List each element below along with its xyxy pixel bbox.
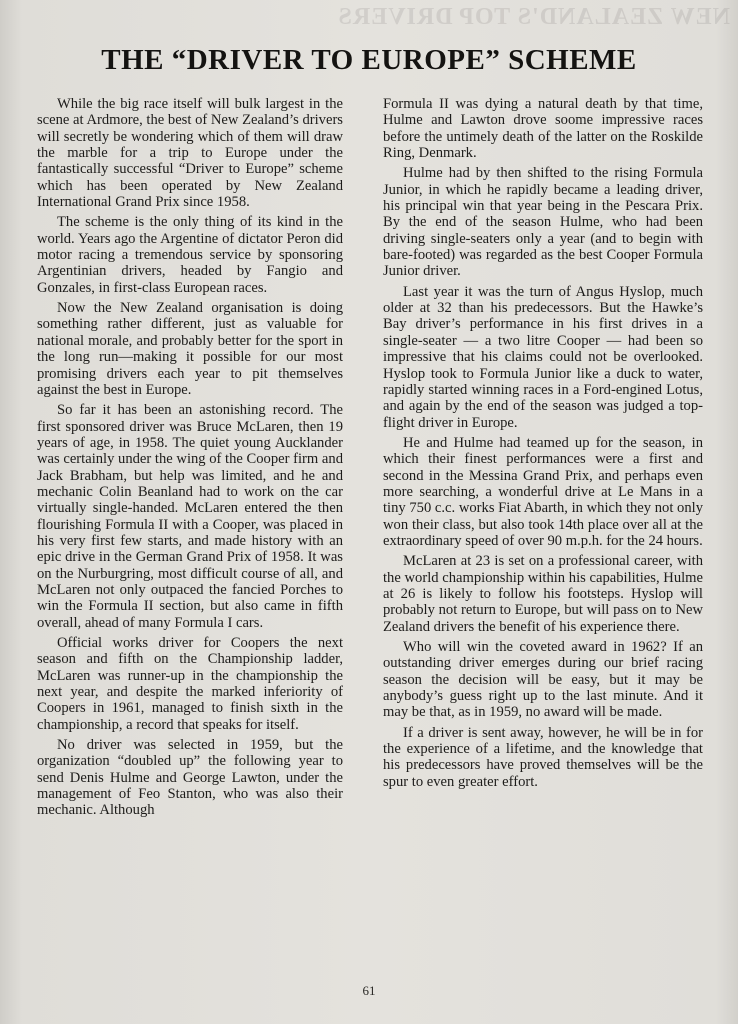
paragraph: The scheme is the only thing of its kind in the world. Years ago the Argentine of dictator Peron did motor racing a tremendous service by sponsoring Argentinian drivers, headed by Fangio and Gonzales, in first-class European races. bbox=[37, 214, 343, 296]
paragraph: Last year it was the turn of Angus Hyslop, much older at 32 than his predecessors. But the Hawke’s Bay driver’s performance in his first drives in a single-seater — a two litre Cooper — had been so impressive that his claims could not be overlooked. Hyslop took to Formula Junior like a duck to water, rapidly started winning races in a Ford-engined Lotus, and again by the end of the season was judged a top-flight driver in Europe. bbox=[383, 283, 703, 431]
page-number: 61 bbox=[362, 983, 376, 998]
right-column bbox=[383, 96, 703, 794]
paragraph: McLaren at 23 is set on a professional career, with the world championship within his capabilities, Hulme at 26 is likely to follow his footsteps. Hyslop will probably not return to Europe, but will pass on to New Zealand drivers the benefit of his experience there. bbox=[383, 553, 703, 635]
article-title: THE “DRIVER TO EUROPE” SCHEME bbox=[101, 44, 637, 76]
paragraph: Who will win the coveted award in 1962? If an outstanding driver emerges during our brief racing season the decision will be easy, but it may be anybody’s guess right up to the last minute. And it may be that, as in 1959, no award will be made. bbox=[383, 639, 703, 721]
show-through-bleed: NEW ZEALAND'S TOP DRIVERS bbox=[337, 4, 730, 30]
paragraph: While the big race itself will bulk largest in the scene at Ardmore, the best of New Zealand’s drivers will secretly be wondering which of them will draw the marble for a trip to Europe under the fantastically successful “Driver to Europe” scheme which has been operated by New Zealand International Grand Prix since 1958. bbox=[37, 96, 343, 211]
paragraph: Official works driver for Coopers the next season and fifth on the Championship ladder, McLaren was runner-up in the championship the next year, and despite the marked inferiority of Coopers in 1961, managed to finish sixth in the championship, a record that speaks for itself. bbox=[37, 635, 343, 733]
paragraph: Hulme had by then shifted to the rising Formula Junior, in which he rapidly became a leading driver, his principal win that year being in the Pescara Prix. By the end of the season Hulme, who had been driving single-seaters only a year (and to begin with bare-footed) was regarded as the best Cooper Formula Junior driver. bbox=[383, 165, 703, 280]
left-column bbox=[37, 96, 343, 823]
paragraph: No driver was selected in 1959, but the organization “doubled up” the following year to send Denis Hulme and George Lawton, under the management of Feo Stanton, who was also their mechanic. Although bbox=[37, 737, 343, 819]
paragraph: If a driver is sent away, however, he will be in for the experience of a lifetime, and the knowledge that his predecessors have proved themselves will be the spur to even greater effort. bbox=[383, 724, 703, 790]
paragraph: So far it has been an astonishing record. The first sponsored driver was Bruce McLaren, then 19 years of age, in 1958. The quiet young Aucklander was certainly under the wing of the Cooper firm and Jack Brabham, but help was limited, and he and mechanic Colin Beanland had to work on the car virtually single-handed. McLaren entered the then flourishing Formula II with a Cooper, was placed in his very first few starts, and made history with an epic drive in the German Grand Prix of 1958. It was on the Nurburgring, most difficult course of all, and McLaren not only outpaced the fancied Porches to win the Formula II section, but also came in fifth overall, ahead of many Formula I cars. bbox=[37, 402, 343, 631]
paragraph: Now the New Zealand organisation is doing something rather different, just as valuable for national morale, and probably better for the sport in the long run—making it possible for our most promising drivers each year to pit themselves against the best in Europe. bbox=[37, 300, 343, 398]
paragraph: Formula II was dying a natural death by that time, Hulme and Lawton drove soome impressive races before the untimely death of the latter on the Roskilde Ring, Denmark. bbox=[383, 96, 703, 162]
paragraph: He and Hulme had teamed up for the season, in which their finest performances were a first and second in the Messina Grand Prix, and perhaps even more searching, a wonderful drive at Le Mans in a tiny 750 c.c. works Fiat Abarth, in which they not only won their class, but also took 14th place over all at the extraordinary speed of over 90 m.p.h. for the 24 hours. bbox=[383, 434, 703, 549]
